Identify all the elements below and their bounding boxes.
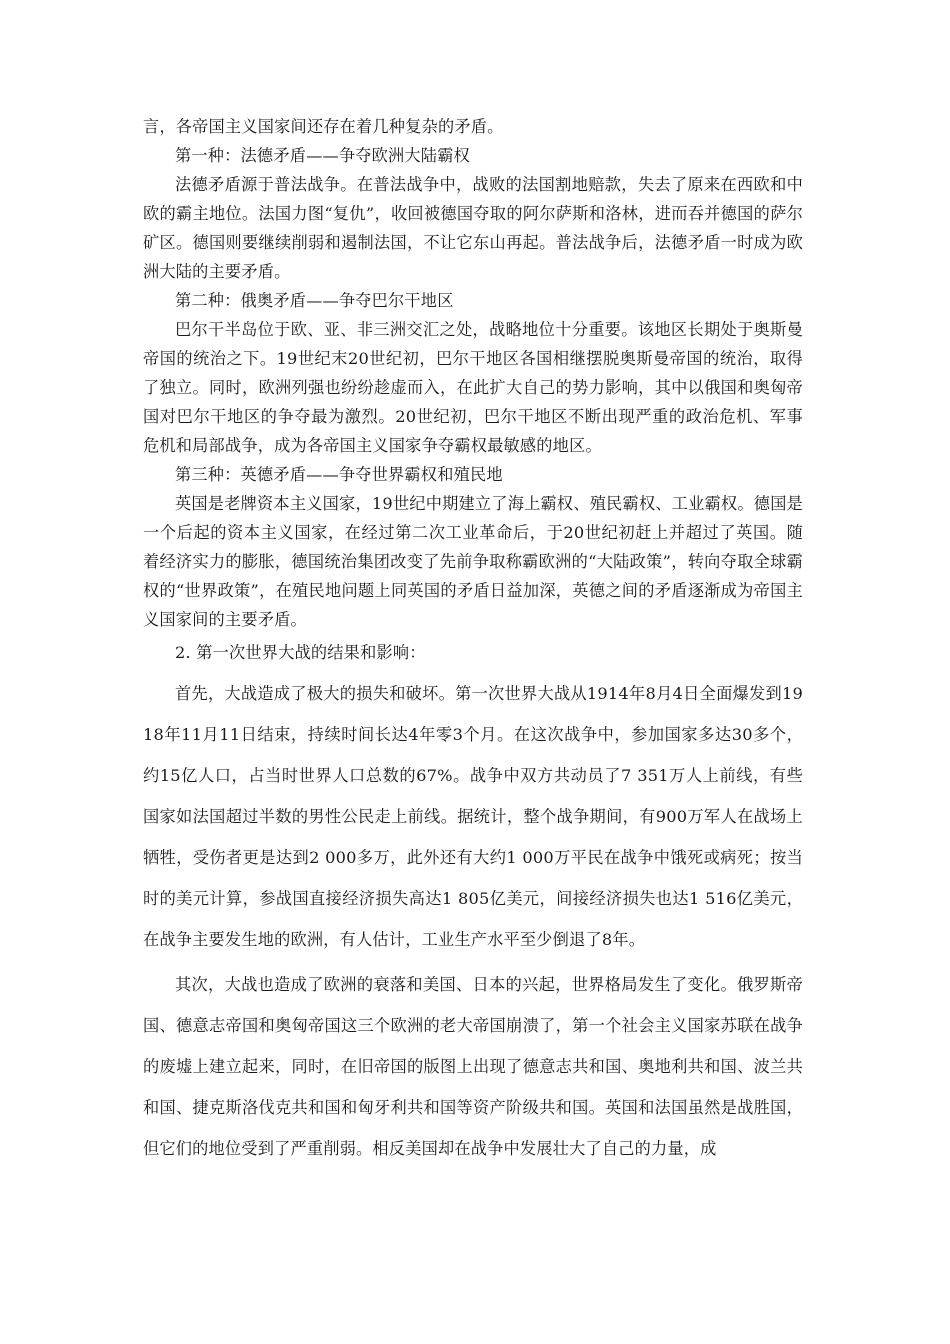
paragraph-franco-german: 法德矛盾源于普法战争。在普法战争中，战败的法国割地赔款，失去了原来在西欧和中欧的霸主地位。法国力图“复仇”，收回被德国夺取的阿尔萨斯和洛林，进而吞并德国的萨尔矿区。德国则要继续削弱和遏制法国，不让它东山再起。普法战争后，法德矛盾一时成为欧洲大陆的主要矛盾。 bbox=[143, 175, 803, 281]
paragraph-balkans: 巴尔干半岛位于欧、亚、非三洲交汇之处，战略地位十分重要。该地区长期处于奥斯曼帝国的统治之下。19世纪末20世纪初，巴尔干地区各国相继摆脱奥斯曼帝国的统治，取得了独立。同时，欧洲列强也纷纷趁虚而入，在此扩大自己的势力影响，其中以俄国和奥匈帝国对巴尔干地区的争夺最为激烈。20世纪初，巴尔干地区不断出现严重的政治危机、军事危机和局部战争，成为各帝国主义国家争夺霸权最敏感的地区。 bbox=[143, 320, 803, 455]
heading-ww1-results: 2. 第一次世界大战的结果和影响： bbox=[175, 643, 426, 662]
paragraph-world-order: 其次，大战也造成了欧洲的衰落和美国、日本的兴起，世界格局发生了变化。俄罗斯帝国、德意志帝国和奥匈帝国这三个欧洲的老大帝国崩溃了，第一个社会主义国家苏联在战争的废墟上建立起来，同时，在旧帝国的版图上出现了德意志共和国、奥地利共和国、波兰共和国、捷克斯洛伐克共和国和匈牙利共和国等资产阶级共和国。英国和法国虽然是战胜国，但它们的地位受到了严重削弱。相反美国却在战争中发展壮大了自己的力量，成 bbox=[143, 975, 803, 1158]
heading-conflict-3: 第三种：英德矛盾——争夺世界霸权和殖民地 bbox=[175, 465, 503, 484]
paragraph-continuation: 言，各帝国主义国家间还存在着几种复杂的矛盾。 bbox=[143, 117, 504, 136]
document-body bbox=[143, 112, 803, 1169]
heading-conflict-1: 第一种：法德矛盾——争夺欧洲大陆霸权 bbox=[175, 146, 470, 165]
heading-conflict-2: 第二种：俄奥矛盾——争夺巴尔干地区 bbox=[175, 291, 454, 310]
paragraph-losses: 首先，大战造成了极大的损失和破坏。第一次世界大战从1914年8月4日全面爆发到1918年11月11日结束，持续时间长达4年零3个月。在这次战争中，参加国家多达30多个，约15亿人口，占当时世界人口总数的67%。战争中双方共动员了7 351万人上前线，有些国家如法国超过半数的男性公民走上前线。据统计，整个战争期间，有900万军人在战场上牺牲，受伤者更是达到2 000多万，此外还有大约1 000万平民在战争中饿死或病死；按当时的美元计算，参战国直接经济损失高达1 805亿美元，间接经济损失也达1 516亿美元，在战争主要发生地的欧洲，有人估计，工业生产水平至少倒退了8年。 bbox=[143, 684, 803, 949]
paragraph-anglo-german: 英国是老牌资本主义国家，19世纪中期建立了海上霸权、殖民霸权、工业霸权。德国是一个后起的资本主义国家，在经过第二次工业革命后，于20世纪初赶上并超过了英国。随着经济实力的膨胀，德国统治集团改变了先前争取称霸欧洲的“大陆政策”，转向夺取全球霸权的“世界政策”，在殖民地问题上同英国的矛盾日益加深，英德之间的矛盾逐渐成为帝国主义国家间的主要矛盾。 bbox=[143, 494, 803, 629]
